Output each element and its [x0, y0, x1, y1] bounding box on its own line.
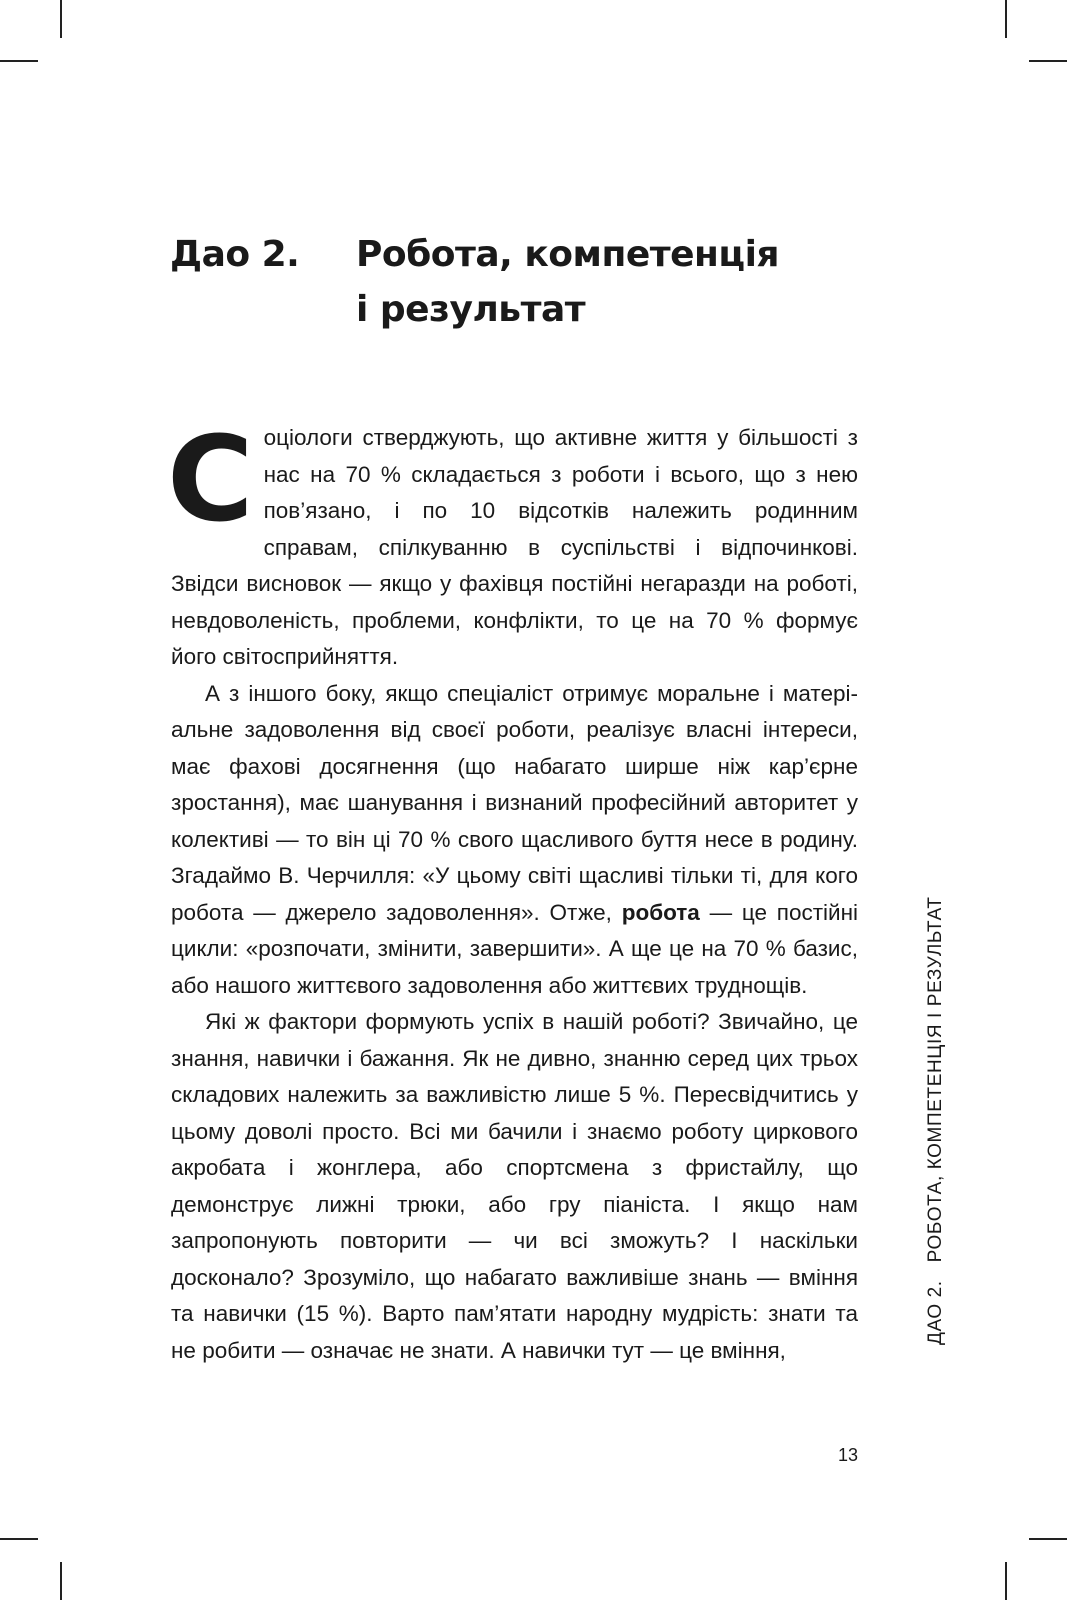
drop-cap: С: [167, 410, 254, 548]
paragraph-text: оціологи стверджують, що активне життя у більшості з нас на 70 % складається з роботи і всього, що з нею пов’язано, і по 10 відсотків належить родинним справам, спілкуванню в суспільстві і відпочинкові. Звідси висновок — якщо у фахівця постійні негаразди на роботі, невдоволеність, проблеми, конфлікти, то це на 70 % формує його світосприйняття.: [171, 425, 858, 669]
crop-mark: [1029, 1538, 1067, 1540]
paragraph-text: — це постійні цикли: «розпочати, змінити, завершити». А ще це на 70 % базис, або нашого життєвого задоволення або життєвих труднощів.: [171, 899, 858, 998]
crop-mark: [1005, 0, 1007, 38]
running-head: [925, 896, 947, 1345]
paragraph: [171, 676, 858, 1005]
paragraph-text: А з іншого боку, якщо спеціаліст отримує моральне і матеріальне задоволення від своєї роботи, реалізує власні інтереси, має фахові досягнення (що набагато ширше ніж кар’єрне зростання), має шанування і визнаний професійний авторитет у колективі — то він ці 70 % свого щасливого буття несе в родину. Згадаймо В. Черчилля: «У цьому світі щасливі тільки ті, для кого робота — джерело задоволення». Отже,: [171, 680, 858, 925]
crop-mark: [1029, 60, 1067, 62]
paragraph: [167, 410, 858, 676]
chapter-title-line: Робота, компетенція: [356, 234, 780, 275]
chapter-title: [356, 227, 836, 337]
paragraph: [171, 1004, 858, 1369]
crop-mark: [0, 60, 38, 62]
crop-mark: [0, 1538, 38, 1540]
page-number: 13: [838, 1445, 859, 1465]
body-text: [167, 410, 858, 1369]
crop-mark: [1005, 1562, 1007, 1600]
emphasized-term: робота: [621, 899, 700, 925]
paragraph-text: Які ж фактори формують успіх в нашій роботі? Звичайно, це знання, навички і бажання. Як не дивно, знанню серед цих трьох складових належить за важливістю лише 5 %. Пересвідчитись у цьому доволі просто. Всі ми бачили і знаємо роботу циркового акробата і жонглера, або спортсмена з фристайлу, що демонструє лижні трюки, або гру піаніста. І якщо нам запропонують повторити — чи всі зможуть? І наскільки досконало? Зрозуміло, що набагато важливіше знань — вміння та навички (15 %). Варто пам’ятати народну мудрість: знати та не робити — означає не знати. А навички тут — це вміння,: [171, 1009, 858, 1363]
crop-mark: [60, 1562, 62, 1600]
running-head-title: РОБОТА, КОМПЕТЕНЦІЯ І РЕЗУЛЬТАТ: [925, 896, 946, 1263]
chapter-title-line: і результат: [356, 289, 586, 330]
chapter-number: Дао 2.: [170, 234, 300, 275]
running-head-chapter: ДАО 2.: [925, 1280, 946, 1345]
crop-mark: [60, 0, 62, 38]
